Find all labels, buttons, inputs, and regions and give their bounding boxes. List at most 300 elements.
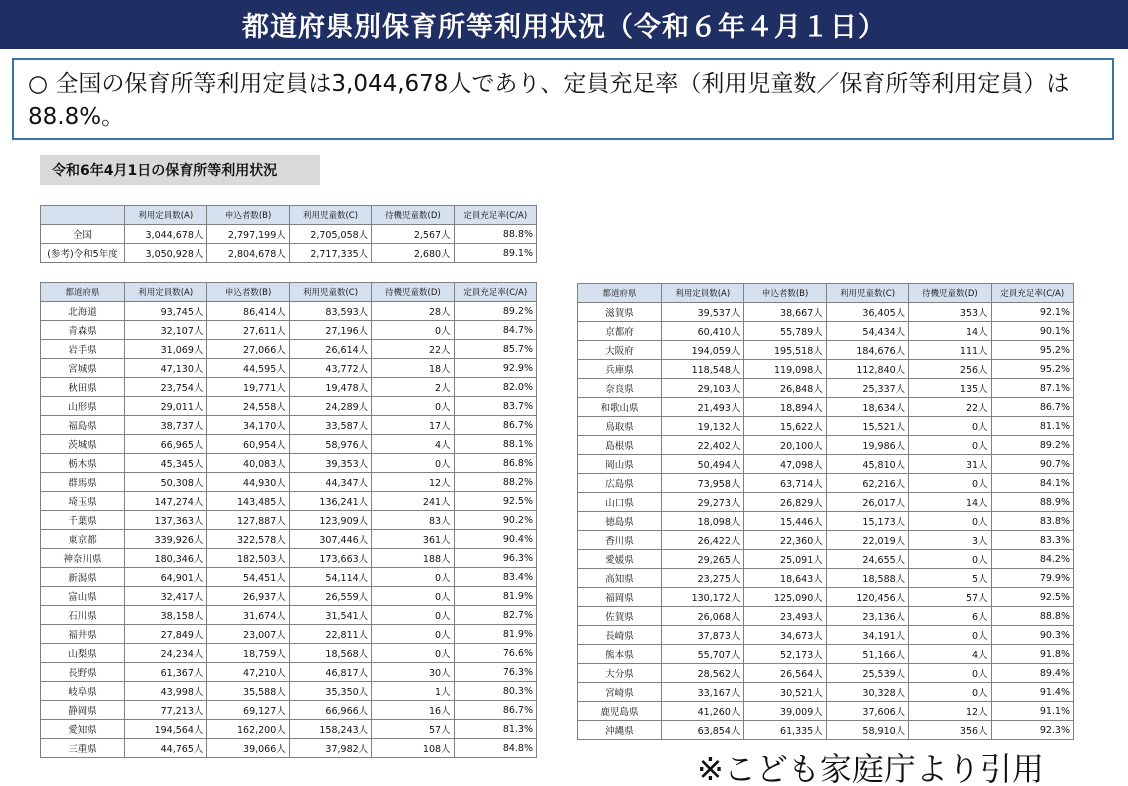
column-header: 都道府県 [41, 283, 125, 302]
column-header: 利用児童数(C) [826, 284, 908, 303]
table-row [578, 455, 1074, 474]
table-row [578, 683, 1074, 702]
value-cell: 16人 [372, 701, 454, 720]
prefecture-name-cell: 徳島県 [578, 512, 662, 531]
prefecture-name-cell: 東京都 [41, 530, 125, 549]
national-summary-table [40, 205, 537, 263]
section-label [40, 155, 320, 185]
value-cell: 66,965人 [125, 435, 207, 454]
table-row [41, 359, 537, 378]
column-header: 利用定員数(A) [662, 284, 744, 303]
value-cell: 54,451人 [207, 568, 289, 587]
table-row [578, 341, 1074, 360]
prefecture-name-cell: 福岡県 [578, 588, 662, 607]
value-cell: 182,503人 [207, 549, 289, 568]
value-cell: 26,614人 [289, 340, 371, 359]
table-row [41, 302, 537, 321]
value-cell: 86.7% [991, 398, 1073, 417]
table-row [578, 493, 1074, 512]
table-row [578, 531, 1074, 550]
value-cell: 88.1% [454, 435, 536, 454]
table-row [41, 454, 537, 473]
value-cell: 63,854人 [662, 721, 744, 740]
value-cell: 108人 [372, 739, 454, 758]
value-cell: 89.2% [991, 436, 1073, 455]
value-cell: 52,173人 [744, 645, 826, 664]
value-cell: 90.4% [454, 530, 536, 549]
value-cell: 18,098人 [662, 512, 744, 531]
value-cell: 88.2% [454, 473, 536, 492]
value-cell: 2,797,199人 [207, 225, 289, 244]
value-cell: 80.3% [454, 682, 536, 701]
value-cell: 28,562人 [662, 664, 744, 683]
value-cell: 2,804,678人 [207, 244, 289, 263]
prefecture-name-cell: 大阪府 [578, 341, 662, 360]
value-cell: 91.8% [991, 645, 1073, 664]
value-cell: 28人 [372, 302, 454, 321]
prefecture-name-cell: 新潟県 [41, 568, 125, 587]
value-cell: 24,234人 [125, 644, 207, 663]
value-cell: 38,737人 [125, 416, 207, 435]
value-cell: 93,745人 [125, 302, 207, 321]
value-cell: 34,673人 [744, 626, 826, 645]
value-cell: 83.8% [991, 512, 1073, 531]
value-cell: 12人 [372, 473, 454, 492]
prefecture-name-cell: 香川県 [578, 531, 662, 550]
table-row [41, 644, 537, 663]
value-cell: 2,717,335人 [289, 244, 371, 263]
prefecture-name-cell: 岩手県 [41, 340, 125, 359]
value-cell: 25,539人 [826, 664, 908, 683]
table-row [41, 340, 537, 359]
value-cell: 25,337人 [826, 379, 908, 398]
table-row [41, 244, 537, 263]
prefecture-name-cell: 高知県 [578, 569, 662, 588]
table-row [578, 303, 1074, 322]
prefecture-name-cell: 三重県 [41, 739, 125, 758]
value-cell: 136,241人 [289, 492, 371, 511]
value-cell: 15,446人 [744, 512, 826, 531]
value-cell: 88.9% [991, 493, 1073, 512]
table-row [41, 701, 537, 720]
value-cell: 24,289人 [289, 397, 371, 416]
table-row [578, 512, 1074, 531]
table-row [578, 322, 1074, 341]
value-cell: 45,345人 [125, 454, 207, 473]
value-cell: 95.2% [991, 341, 1073, 360]
value-cell: 32,417人 [125, 587, 207, 606]
prefecture-name-cell: 埼玉県 [41, 492, 125, 511]
value-cell: 119,098人 [744, 360, 826, 379]
value-cell: 63,714人 [744, 474, 826, 493]
value-cell: 0人 [909, 512, 991, 531]
value-cell: 34,191人 [826, 626, 908, 645]
table-row [41, 511, 537, 530]
value-cell: 91.1% [991, 702, 1073, 721]
prefecture-name-cell: 京都府 [578, 322, 662, 341]
value-cell: 24,655人 [826, 550, 908, 569]
value-cell: 180,346人 [125, 549, 207, 568]
table-row [578, 379, 1074, 398]
value-cell: 81.1% [991, 417, 1073, 436]
table-row [41, 530, 537, 549]
value-cell: 22,811人 [289, 625, 371, 644]
value-cell: 79.9% [991, 569, 1073, 588]
value-cell: 123,909人 [289, 511, 371, 530]
value-cell: 18,588人 [826, 569, 908, 588]
value-cell: 135人 [909, 379, 991, 398]
value-cell: 30人 [372, 663, 454, 682]
value-cell: 35,588人 [207, 682, 289, 701]
table-row [41, 739, 537, 758]
value-cell: 0人 [372, 454, 454, 473]
value-cell: 112,840人 [826, 360, 908, 379]
value-cell: 4人 [372, 435, 454, 454]
value-cell: 31,541人 [289, 606, 371, 625]
value-cell: 26,422人 [662, 531, 744, 550]
table-row [578, 436, 1074, 455]
value-cell: 15,622人 [744, 417, 826, 436]
prefecture-name-cell: 愛知県 [41, 720, 125, 739]
value-cell: 90.2% [454, 511, 536, 530]
value-cell: 0人 [372, 321, 454, 340]
table-row [41, 378, 537, 397]
table-row [41, 549, 537, 568]
value-cell: 18,568人 [289, 644, 371, 663]
value-cell: 27,611人 [207, 321, 289, 340]
table-row [41, 321, 537, 340]
table-row [578, 398, 1074, 417]
value-cell: 84.1% [991, 474, 1073, 493]
prefecture-name-cell: 静岡県 [41, 701, 125, 720]
value-cell: 241人 [372, 492, 454, 511]
value-cell: 69,127人 [207, 701, 289, 720]
value-cell: 18,634人 [826, 398, 908, 417]
value-cell: 29,265人 [662, 550, 744, 569]
value-cell: 61,335人 [744, 721, 826, 740]
prefecture-name-cell: 群馬県 [41, 473, 125, 492]
value-cell: 22,360人 [744, 531, 826, 550]
column-header: 利用児童数(C) [289, 283, 371, 302]
value-cell: 89.4% [991, 664, 1073, 683]
value-cell: 85.7% [454, 340, 536, 359]
value-cell: 2人 [372, 378, 454, 397]
value-cell: 90.3% [991, 626, 1073, 645]
value-cell: 0人 [909, 474, 991, 493]
value-cell: 87.1% [991, 379, 1073, 398]
value-cell: 5人 [909, 569, 991, 588]
value-cell: 2,705,058人 [289, 225, 371, 244]
prefecture-name-cell: 茨城県 [41, 435, 125, 454]
value-cell: 0人 [372, 587, 454, 606]
value-cell: 96.3% [454, 549, 536, 568]
prefecture-name-cell: 石川県 [41, 606, 125, 625]
table-row [578, 664, 1074, 683]
value-cell: 0人 [372, 606, 454, 625]
prefecture-name-cell: 宮城県 [41, 359, 125, 378]
table-row [41, 435, 537, 454]
value-cell: 256人 [909, 360, 991, 379]
value-cell: 14人 [909, 493, 991, 512]
prefecture-name-cell: 神奈川県 [41, 549, 125, 568]
value-cell: 39,009人 [744, 702, 826, 721]
value-cell: 26,017人 [826, 493, 908, 512]
table-row [41, 720, 537, 739]
value-cell: 44,765人 [125, 739, 207, 758]
value-cell: 27,066人 [207, 340, 289, 359]
value-cell: 92.1% [991, 303, 1073, 322]
value-cell: 91.4% [991, 683, 1073, 702]
column-header: 利用児童数(C) [289, 206, 371, 225]
prefecture-name-cell: 広島県 [578, 474, 662, 493]
value-cell: 20,100人 [744, 436, 826, 455]
value-cell: 0人 [909, 664, 991, 683]
value-cell: 39,537人 [662, 303, 744, 322]
value-cell: 34,170人 [207, 416, 289, 435]
value-cell: 66,966人 [289, 701, 371, 720]
value-cell: 29,273人 [662, 493, 744, 512]
value-cell: 60,410人 [662, 322, 744, 341]
value-cell: 30,328人 [826, 683, 908, 702]
value-cell: 83.3% [991, 531, 1073, 550]
summary-text: ○ 全国の保育所等利用定員は3,044,678人であり、定員充足率（利用児童数／保育所等利用定員）は88.8%。 [28, 71, 1070, 130]
column-header: 都道府県 [578, 284, 662, 303]
table-header-row [578, 284, 1074, 303]
value-cell: 26,848人 [744, 379, 826, 398]
prefecture-name-cell: 奈良県 [578, 379, 662, 398]
prefecture-table-left [40, 282, 537, 758]
value-cell: 0人 [372, 397, 454, 416]
table-row [578, 550, 1074, 569]
value-cell: 32,107人 [125, 321, 207, 340]
value-cell: 29,011人 [125, 397, 207, 416]
value-cell: 356人 [909, 721, 991, 740]
value-cell: 55,789人 [744, 322, 826, 341]
value-cell: 37,873人 [662, 626, 744, 645]
prefecture-name-cell: 秋田県 [41, 378, 125, 397]
value-cell: 137,363人 [125, 511, 207, 530]
value-cell: 162,200人 [207, 720, 289, 739]
summary-box [12, 58, 1114, 140]
value-cell: 55,707人 [662, 645, 744, 664]
value-cell: 86.7% [454, 701, 536, 720]
prefecture-name-cell: 山形県 [41, 397, 125, 416]
value-cell: 23,754人 [125, 378, 207, 397]
table-row [41, 606, 537, 625]
table-row [41, 568, 537, 587]
value-cell: 76.6% [454, 644, 536, 663]
value-cell: 26,068人 [662, 607, 744, 626]
column-header: 待機児童数(D) [372, 283, 454, 302]
value-cell: 15,521人 [826, 417, 908, 436]
prefecture-name-cell: 愛媛県 [578, 550, 662, 569]
value-cell: 30,521人 [744, 683, 826, 702]
value-cell: 45,810人 [826, 455, 908, 474]
value-cell: 86.8% [454, 454, 536, 473]
table-row [41, 682, 537, 701]
prefecture-name-cell: 山口県 [578, 493, 662, 512]
table-row [578, 569, 1074, 588]
value-cell: 26,829人 [744, 493, 826, 512]
value-cell: 43,998人 [125, 682, 207, 701]
value-cell: 83.4% [454, 568, 536, 587]
value-cell: 23,007人 [207, 625, 289, 644]
value-cell: 82.7% [454, 606, 536, 625]
value-cell: 25,091人 [744, 550, 826, 569]
prefecture-name-cell: 沖縄県 [578, 721, 662, 740]
value-cell: 0人 [372, 568, 454, 587]
value-cell: 14人 [909, 322, 991, 341]
value-cell: 35,350人 [289, 682, 371, 701]
table-row [41, 416, 537, 435]
value-cell: 57人 [372, 720, 454, 739]
value-cell: 33,587人 [289, 416, 371, 435]
table-row [578, 626, 1074, 645]
value-cell: 31,069人 [125, 340, 207, 359]
prefecture-name-cell: 島根県 [578, 436, 662, 455]
value-cell: 194,059人 [662, 341, 744, 360]
value-cell: 22人 [909, 398, 991, 417]
value-cell: 89.2% [454, 302, 536, 321]
column-header: 定員充足率(C/A) [454, 206, 536, 225]
value-cell: 88.8% [454, 225, 536, 244]
table-row [41, 587, 537, 606]
section-label-text: 令和6年4月1日の保育所等利用状況 [52, 163, 278, 179]
value-cell: 12人 [909, 702, 991, 721]
prefecture-name-cell: 栃木県 [41, 454, 125, 473]
value-cell: 43,772人 [289, 359, 371, 378]
value-cell: 339,926人 [125, 530, 207, 549]
prefecture-name-cell: 福島県 [41, 416, 125, 435]
value-cell: 322,578人 [207, 530, 289, 549]
value-cell: 57人 [909, 588, 991, 607]
value-cell: 84.7% [454, 321, 536, 340]
value-cell: 3人 [909, 531, 991, 550]
table-row [578, 721, 1074, 740]
value-cell: 184,676人 [826, 341, 908, 360]
table-row [41, 492, 537, 511]
value-cell: 58,910人 [826, 721, 908, 740]
value-cell: 19,986人 [826, 436, 908, 455]
value-cell: 31,674人 [207, 606, 289, 625]
prefecture-name-cell: 佐賀県 [578, 607, 662, 626]
table-row [578, 360, 1074, 379]
value-cell: 77,213人 [125, 701, 207, 720]
value-cell: 92.9% [454, 359, 536, 378]
prefecture-name-cell: 滋賀県 [578, 303, 662, 322]
value-cell: 130,172人 [662, 588, 744, 607]
value-cell: 84.2% [991, 550, 1073, 569]
value-cell: 18,643人 [744, 569, 826, 588]
column-header: 申込者数(B) [744, 284, 826, 303]
prefecture-table-right [577, 283, 1074, 740]
value-cell: 361人 [372, 530, 454, 549]
value-cell: 92.5% [991, 588, 1073, 607]
value-cell: 64,901人 [125, 568, 207, 587]
value-cell: 58,976人 [289, 435, 371, 454]
value-cell: 89.1% [454, 244, 536, 263]
value-cell: 90.1% [991, 322, 1073, 341]
value-cell: 27,849人 [125, 625, 207, 644]
table-header-row [41, 283, 537, 302]
value-cell: 36,405人 [826, 303, 908, 322]
value-cell: 0人 [909, 683, 991, 702]
value-cell: 127,887人 [207, 511, 289, 530]
table-row [578, 645, 1074, 664]
value-cell: 23,493人 [744, 607, 826, 626]
value-cell: 61,367人 [125, 663, 207, 682]
value-cell: 1人 [372, 682, 454, 701]
value-cell: 19,132人 [662, 417, 744, 436]
prefecture-name-cell: 千葉県 [41, 511, 125, 530]
value-cell: 18,894人 [744, 398, 826, 417]
value-cell: 51,166人 [826, 645, 908, 664]
value-cell: 26,559人 [289, 587, 371, 606]
value-cell: 353人 [909, 303, 991, 322]
table-header-row [41, 206, 537, 225]
value-cell: 18人 [372, 359, 454, 378]
value-cell: 44,347人 [289, 473, 371, 492]
value-cell: 0人 [372, 644, 454, 663]
column-header: 申込者数(B) [207, 206, 289, 225]
prefecture-name-cell: 長崎県 [578, 626, 662, 645]
page-title: 都道府県別保育所等利用状況（令和６年４月１日） [0, 0, 1128, 49]
value-cell: 86.7% [454, 416, 536, 435]
source-note: ※こども家庭庁より引用 [697, 750, 1044, 786]
value-cell: 60,954人 [207, 435, 289, 454]
value-cell: 2,567人 [372, 225, 454, 244]
table-row [41, 397, 537, 416]
value-cell: 19,771人 [207, 378, 289, 397]
value-cell: 76.3% [454, 663, 536, 682]
value-cell: 81.3% [454, 720, 536, 739]
value-cell: 195,518人 [744, 341, 826, 360]
value-cell: 54,434人 [826, 322, 908, 341]
table-row [41, 473, 537, 492]
value-cell: 95.2% [991, 360, 1073, 379]
prefecture-name-cell: 兵庫県 [578, 360, 662, 379]
value-cell: 54,114人 [289, 568, 371, 587]
value-cell: 40,083人 [207, 454, 289, 473]
prefecture-name-cell: 大分県 [578, 664, 662, 683]
value-cell: 81.9% [454, 587, 536, 606]
value-cell: 50,308人 [125, 473, 207, 492]
value-cell: 83人 [372, 511, 454, 530]
value-cell: 92.3% [991, 721, 1073, 740]
prefecture-name-cell: (参考)令和5年度 [41, 244, 125, 263]
value-cell: 88.8% [991, 607, 1073, 626]
column-header: 利用定員数(A) [125, 283, 207, 302]
value-cell: 44,595人 [207, 359, 289, 378]
table-row [578, 417, 1074, 436]
value-cell: 4人 [909, 645, 991, 664]
column-header: 待機児童数(D) [372, 206, 454, 225]
value-cell: 81.9% [454, 625, 536, 644]
table-row [41, 663, 537, 682]
column-header: 利用定員数(A) [125, 206, 207, 225]
prefecture-name-cell: 和歌山県 [578, 398, 662, 417]
table-row [578, 702, 1074, 721]
value-cell: 33,167人 [662, 683, 744, 702]
value-cell: 147,274人 [125, 492, 207, 511]
prefecture-name-cell: 北海道 [41, 302, 125, 321]
prefecture-name-cell: 全国 [41, 225, 125, 244]
prefecture-name-cell: 鳥取県 [578, 417, 662, 436]
value-cell: 118,548人 [662, 360, 744, 379]
table-row [578, 607, 1074, 626]
value-cell: 3,050,928人 [125, 244, 207, 263]
value-cell: 47,130人 [125, 359, 207, 378]
